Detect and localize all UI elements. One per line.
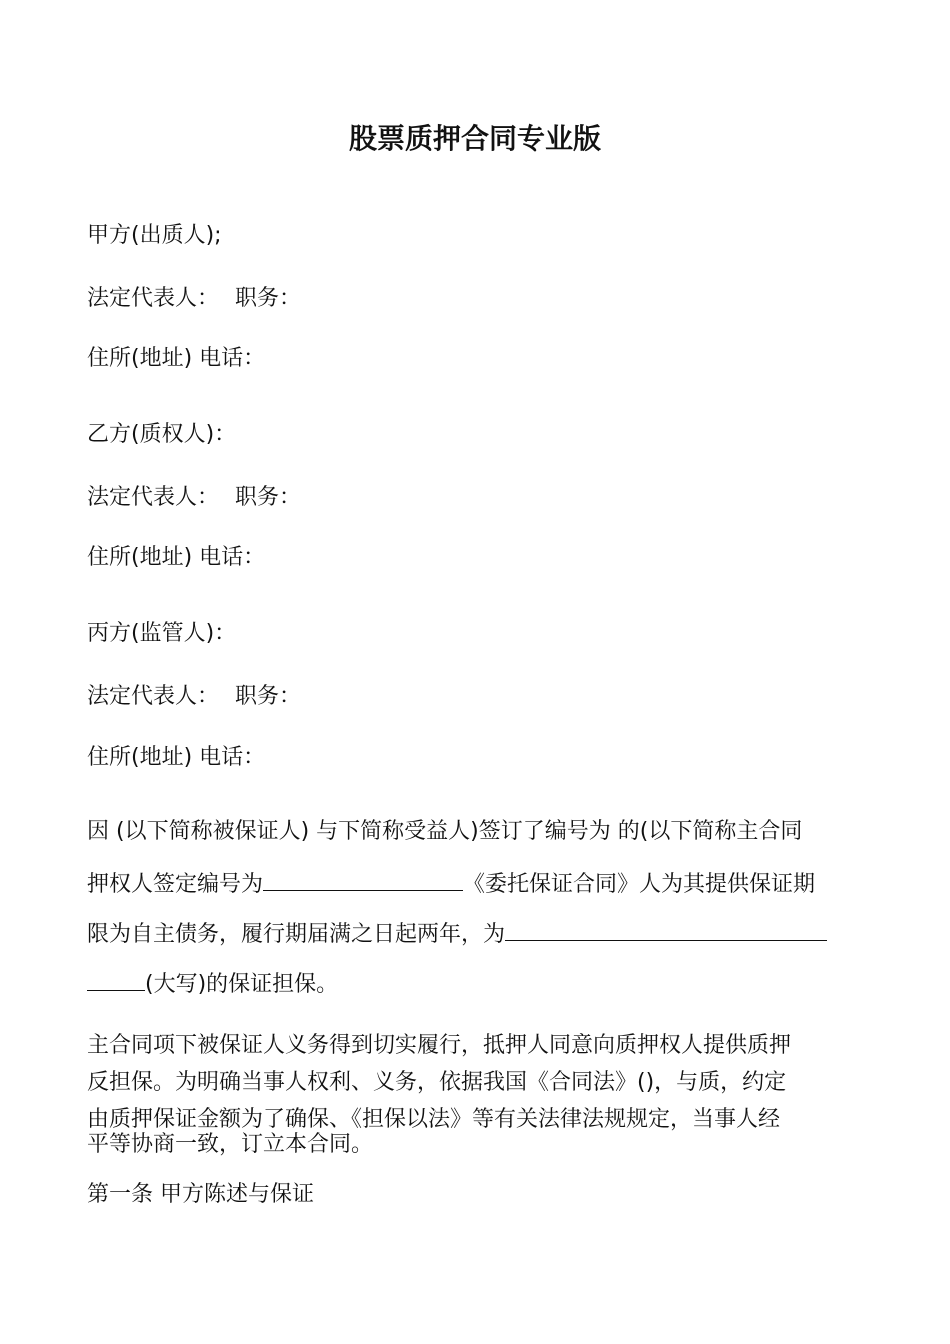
- party-a-address-line: [87, 344, 265, 374]
- paragraph2-line3: 由质押保证金额为了确保、《担保以法》等有关法律法规规定，当事人经: [87, 1107, 781, 1132]
- fill-in-blank: [505, 918, 827, 941]
- paragraph1-line4-text: (大写)的保证担保。: [145, 972, 339, 997]
- fill-in-blank: [263, 868, 463, 891]
- party-c-address-line: [87, 743, 265, 773]
- paragraph2-line2: 反担保。为明确当事人权利、义务，依据我国《合同法》()，与质，约定: [87, 1070, 787, 1095]
- fill-in-blank: [87, 968, 145, 991]
- phone-label: 电话：: [199, 545, 266, 570]
- paragraph2-line1: 主合同项下被保证人义务得到切实履行，抵押人同意向质押权人提供质押: [87, 1033, 792, 1058]
- party-a-rep-line: [87, 284, 301, 314]
- paragraph1-line1: 因 (以下简称被保证人) 与下简称受益人)签订了编号为 的(以下简称主合同: [87, 819, 803, 844]
- paragraph1-line3: [87, 918, 827, 950]
- paragraph1-line2-text-b: 《委托保证合同》人为其提供保证期: [463, 872, 816, 897]
- party-c-heading: 丙方(监管人)：: [87, 621, 237, 646]
- paragraph2-line4: 平等协商一致，订立本合同。: [87, 1132, 374, 1157]
- document-title: 股票质押合同专业版: [348, 122, 601, 155]
- phone-label: 电话：: [199, 346, 266, 371]
- position-label: 职务：: [235, 286, 302, 311]
- party-a-heading: 甲方(出质人);: [87, 223, 222, 248]
- paragraph1-line3-text: 限为自主债务，履行期届满之日起两年，为: [87, 922, 506, 947]
- position-label: 职务：: [235, 684, 302, 709]
- party-b-rep-line: [87, 483, 301, 513]
- address-label: 住所(地址): [87, 545, 193, 570]
- article-1-heading: 第一条 甲方陈述与保证: [87, 1182, 314, 1207]
- phone-label: 电话：: [199, 745, 266, 770]
- address-label: 住所(地址): [87, 346, 193, 371]
- party-b-address-line: [87, 543, 265, 573]
- rep-label: 法定代表人：: [87, 485, 220, 510]
- rep-label: 法定代表人：: [87, 286, 220, 311]
- party-c-rep-line: [87, 682, 301, 712]
- position-label: 职务：: [235, 485, 302, 510]
- paragraph1-line2: [87, 868, 815, 900]
- rep-label: 法定代表人：: [87, 684, 220, 709]
- address-label: 住所(地址): [87, 745, 193, 770]
- party-b-heading: 乙方(质权人)：: [87, 422, 237, 447]
- paragraph1-line4: [87, 968, 338, 1000]
- paragraph1-line2-text-a: 押权人签定编号为: [87, 872, 264, 897]
